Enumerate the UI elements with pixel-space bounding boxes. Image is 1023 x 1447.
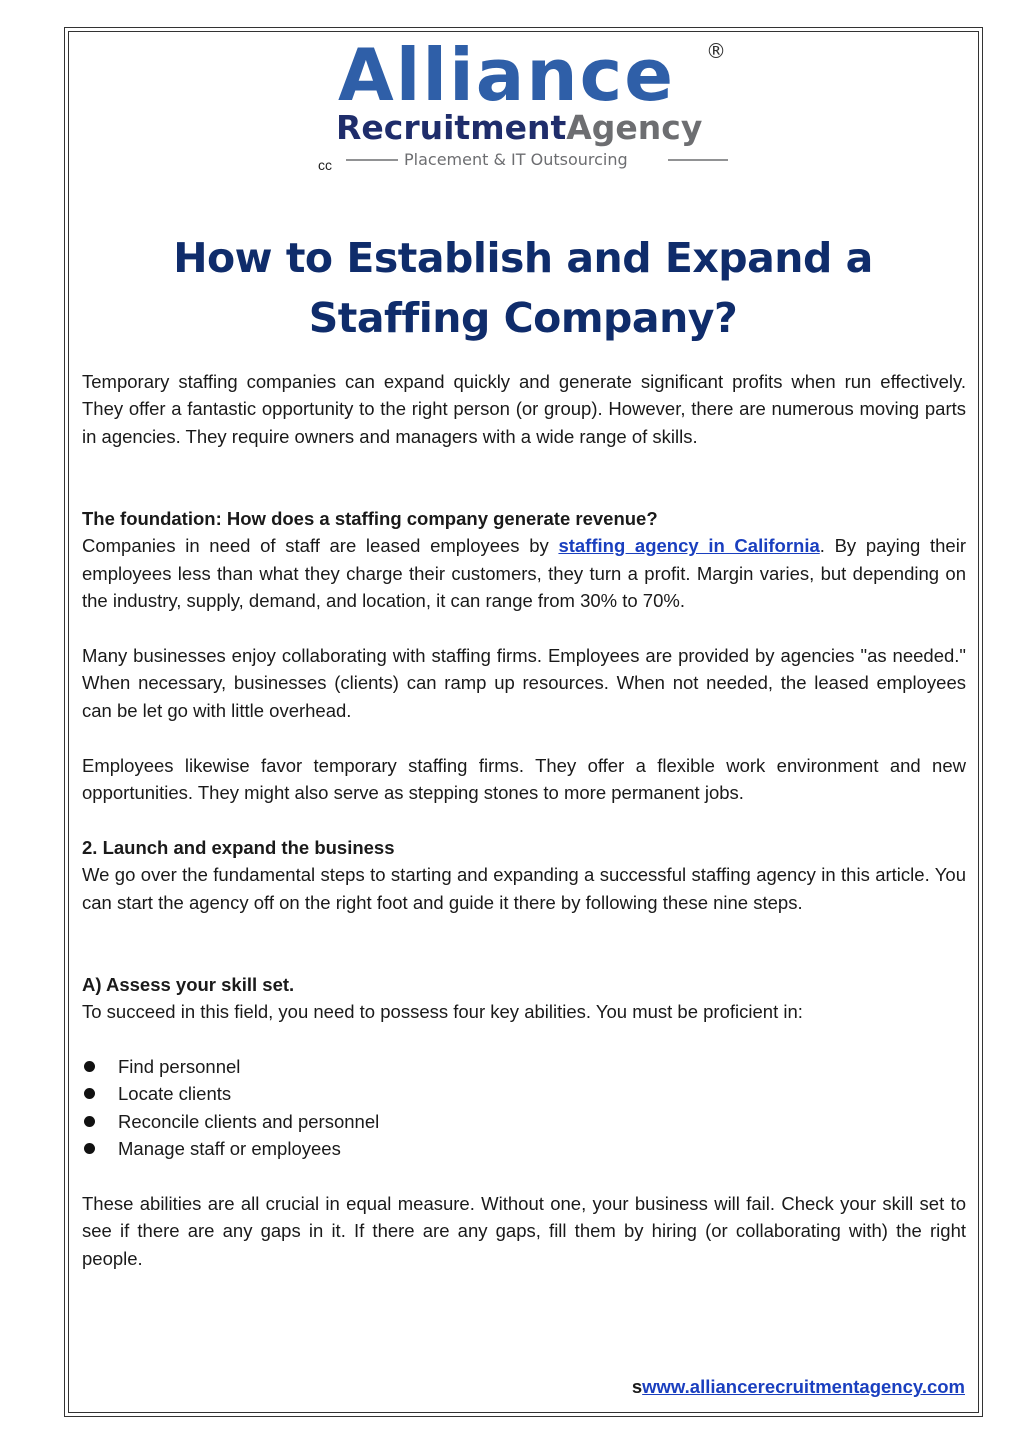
article-body — [82, 368, 966, 1272]
website-link[interactable]: www.alliancerecruitmentagency.com — [642, 1376, 965, 1397]
footer-prefix: s — [631, 1376, 643, 1397]
revenue-paragraph: Companies in need of staff are leased employees by staffing agency in California. By paying their employees less than what they charge their customers, they turn a profit. Margin varies, but depending on the industry, supply, demand, and location, it can range from 30% to 70%. — [82, 535, 966, 612]
company-logo — [320, 36, 740, 176]
employees-paragraph: Employees likewise favor temporary staffing firms. They offer a flexible work environment and new opportunities. They might also serve as stepping stones to more permanent jobs. — [82, 754, 966, 804]
logo-recruitment-text: Recruitment — [336, 108, 567, 147]
section-heading-skills: A) Assess your skill set. — [82, 973, 295, 995]
list-item: Manage staff or employees — [82, 1135, 966, 1162]
page-title: How to Establish and Expand a Staffing Company? — [173, 234, 873, 342]
steps-paragraph: We go over the fundamental steps to starting and expanding a successful staffing agency in this article. You can start the agency off on the right foot and guide it there by following these nine steps. — [82, 864, 966, 913]
list-item: Locate clients — [82, 1080, 966, 1107]
list-item: Reconcile clients and personnel — [82, 1108, 966, 1135]
logo-agency-text: Agency — [566, 108, 703, 147]
section-heading-launch: 2. Launch and expand the business — [82, 836, 395, 858]
section-heading-foundation: The foundation: How does a staffing company generate revenue? — [82, 508, 658, 530]
footer — [632, 1376, 965, 1398]
logo-alliance-text: Alliance — [338, 36, 676, 117]
intro-paragraph: Temporary staffing companies can expand quickly and generate significant profits when run effectively. They offer a fantastic opportunity to the right person (or group). However, there are numerous moving parts in agencies. They require owners and managers with a wide range of skills. — [82, 371, 966, 447]
list-item: Find personnel — [82, 1053, 966, 1080]
skills-intro-paragraph: To succeed in this field, you need to possess four key abilities. You must be proficient in: — [82, 1001, 803, 1023]
collaboration-paragraph: Many businesses enjoy collaborating with staffing firms. Employees are provided by agencies "as needed." When necessary, businesses (clients) can ramp up resources. When not needed, the leased employees can be let go with little overhead. — [82, 645, 966, 721]
skills-list — [82, 1053, 966, 1163]
staffing-agency-link[interactable]: staffing agency in California — [558, 535, 820, 557]
stray-text: cc — [318, 157, 332, 173]
logo-registered-mark: ® — [706, 39, 726, 63]
logo-tagline: Placement & IT Outsourcing — [404, 150, 628, 169]
svg-text:RecruitmentAgency — [336, 108, 702, 147]
skills-closing-paragraph: These abilities are all crucial in equal measure. Without one, your business will fail. Check your skill set to see if there are any gaps in it. If there are any gaps, fill them by hiring (or collaborating with) the right people. — [82, 1193, 966, 1269]
